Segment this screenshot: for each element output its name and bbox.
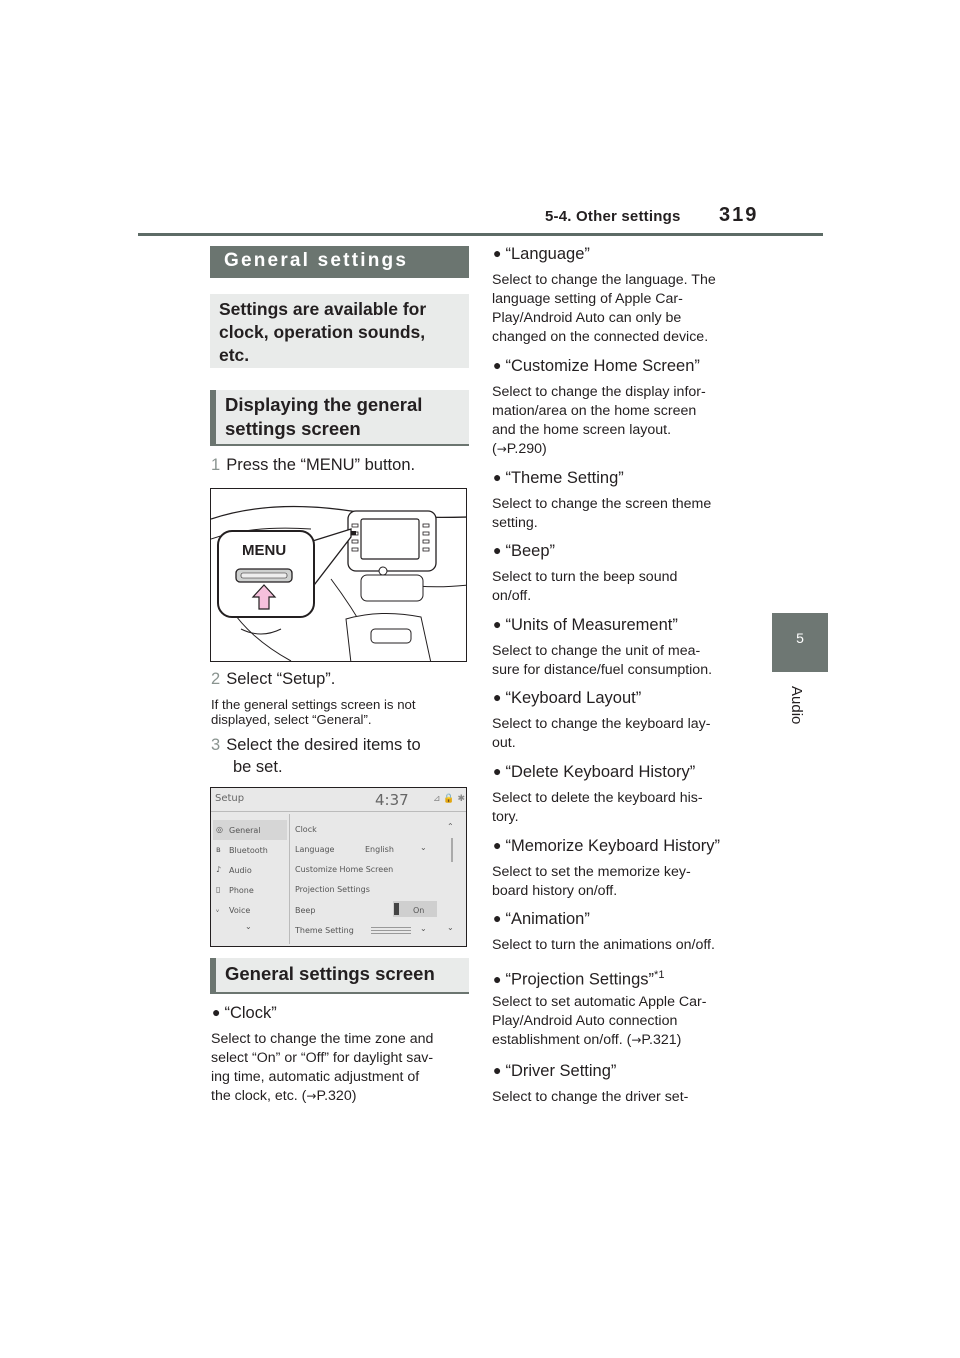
- bullet-icon: ●: [493, 970, 502, 987]
- row-clock[interactable]: Clock: [295, 825, 317, 834]
- item-title: [493, 243, 590, 264]
- step-number: 3: [211, 736, 221, 754]
- item-desc-line: Select to change the language. The: [492, 272, 716, 288]
- item-clock-title: ● “Clock”: [212, 1004, 277, 1022]
- item-title-text: “Language”: [505, 245, 590, 263]
- item-desc: [492, 495, 757, 533]
- bullet-icon: ●: [493, 469, 502, 485]
- page-ref-link[interactable]: P.321): [641, 1032, 682, 1048]
- item-title-text: “Theme Setting”: [505, 469, 624, 487]
- sidebar-icon-phone: ▯: [216, 885, 221, 894]
- bullet-icon: ●: [493, 357, 502, 373]
- item-title: [493, 761, 695, 782]
- header-rule: [138, 233, 823, 236]
- sidebar-item-general[interactable]: General: [229, 826, 261, 835]
- bullet-icon: ●: [493, 837, 502, 853]
- row-beep-value[interactable]: On: [413, 906, 425, 915]
- chevron-down-icon: ⌄: [420, 924, 427, 933]
- sidebar-icon-general: ◎: [216, 825, 223, 834]
- item-desc-line: mation/area on the home screen: [492, 403, 697, 419]
- dashboard-illustration: [211, 489, 467, 662]
- bullet-icon: ●: [493, 1062, 502, 1078]
- item-desc-line: establishment on/off. (→P.321): [492, 1032, 682, 1048]
- row-language-value: English: [365, 845, 394, 854]
- bullet-icon: ●: [212, 1004, 221, 1020]
- item-desc: [492, 863, 757, 901]
- item-title-text: “Delete Keyboard History”: [505, 763, 696, 781]
- toggle-indicator: [394, 903, 399, 915]
- item-desc-line: and the home screen layout.: [492, 422, 672, 438]
- step-number: 1: [211, 456, 221, 474]
- step-text: Press the “MENU” button.: [226, 456, 416, 474]
- item-desc: [492, 1088, 757, 1107]
- sidebar-item-audio[interactable]: Audio: [229, 866, 252, 875]
- item-desc-line: Select to change the screen theme: [492, 496, 712, 512]
- row-beep[interactable]: Beep: [295, 906, 316, 915]
- bullet-icon: ●: [493, 689, 502, 705]
- step-1: [211, 454, 415, 476]
- subheading-display: [210, 390, 469, 446]
- item-desc-line: Select to change the keyboard lay-: [492, 716, 711, 732]
- page-ref-arrow-icon: →: [631, 1033, 642, 1047]
- sidebar-scroll-down-icon[interactable]: ⌄: [245, 922, 252, 931]
- page-ref-link[interactable]: P.320): [316, 1088, 357, 1104]
- scrollbar[interactable]: [451, 838, 453, 862]
- sidebar-icon-voice: ᵥ: [216, 905, 220, 914]
- item-desc: [492, 568, 757, 606]
- item-desc-line: board history on/off.: [492, 883, 618, 899]
- item-title-text: “Keyboard Layout”: [505, 689, 642, 707]
- row-theme[interactable]: Theme Setting: [295, 926, 354, 935]
- item-desc-line: changed on the connected device.: [492, 329, 709, 345]
- item-title-text: “Driver Setting”: [505, 1062, 617, 1080]
- item-title: [493, 540, 555, 561]
- step-text-line2: be set.: [233, 758, 283, 776]
- subheading-display-text: Displaying the general settings screen: [225, 394, 423, 439]
- step-number: 2: [211, 670, 221, 688]
- item-title: [493, 687, 641, 708]
- screen-time: 4:37: [375, 791, 409, 809]
- page-ref-arrow-icon: →: [496, 442, 507, 456]
- item-desc: [492, 271, 757, 347]
- item-title: [493, 835, 720, 856]
- page-number: 319: [719, 204, 759, 226]
- screen-title: Setup: [215, 793, 245, 804]
- bullet-icon: ●: [493, 542, 502, 558]
- setup-screen-figure: [210, 787, 467, 947]
- bullet-icon: ●: [493, 616, 502, 632]
- item-desc-line: on/off.: [492, 588, 532, 604]
- item-title: [493, 908, 590, 929]
- scroll-down-icon[interactable]: ⌄: [447, 923, 454, 932]
- item-title-text: “Projection Settings”: [505, 970, 655, 989]
- section-title: 5-4. Other settings: [545, 208, 681, 225]
- item-desc-line: setting.: [492, 515, 538, 531]
- item-desc-line: (→P.290): [492, 441, 547, 457]
- bullet-icon: ●: [493, 245, 502, 261]
- sidebar-icon-audio: ♪: [216, 865, 222, 874]
- item-title: [493, 355, 700, 376]
- chapter-number: 5: [796, 630, 804, 646]
- section-heading-text: General settings: [224, 250, 409, 271]
- item-title-text: “Units of Measurement”: [505, 616, 678, 634]
- item-desc-line: sure for distance/fuel consumption.: [492, 662, 713, 678]
- item-desc-line: tory.: [492, 809, 519, 825]
- item-title: [493, 467, 624, 488]
- sidebar-item-voice[interactable]: Voice: [229, 906, 251, 915]
- item-title: [493, 965, 664, 990]
- chapter-label: Audio: [788, 686, 805, 725]
- item-desc: [492, 715, 757, 753]
- step-3: [211, 734, 461, 778]
- item-clock-desc: Select to change the time zone and select “On” or “Off” for daylight sav- ing time, automatic adjustment of the clock, etc. (→P.320): [211, 1031, 434, 1104]
- sidebar-item-phone[interactable]: Phone: [229, 886, 254, 895]
- item-desc: [492, 642, 757, 680]
- footnote-marker: *1: [654, 969, 665, 981]
- section-heading: [210, 246, 469, 278]
- subheading-general-screen-text: General settings screen: [225, 963, 435, 984]
- sidebar-item-bluetooth[interactable]: Bluetooth: [229, 846, 268, 855]
- page-ref-link[interactable]: P.290): [506, 441, 547, 457]
- page-ref-arrow-icon: →: [306, 1089, 317, 1103]
- bullet-icon: ●: [493, 910, 502, 926]
- menu-label: MENU: [242, 542, 287, 559]
- intro-text: Settings are available for clock, operation sounds, etc.: [219, 299, 427, 365]
- item-desc-line: Play/Android Auto connection: [492, 1013, 678, 1029]
- step-2-note: If the general settings screen is not displayed, select “General”.: [211, 697, 416, 727]
- item-desc: [492, 383, 757, 459]
- intro-box: [210, 294, 469, 368]
- item-desc-line: Select to turn the animations on/off.: [492, 937, 715, 953]
- item-desc-line: Select to change the unit of mea-: [492, 643, 701, 659]
- item-title-text: “Animation”: [505, 910, 590, 928]
- dashboard-figure: [210, 488, 467, 662]
- item-desc-line: Play/Android Auto can only be: [492, 310, 682, 326]
- item-desc: [492, 993, 757, 1050]
- item-desc-line: Select to turn the beep sound: [492, 569, 678, 585]
- scroll-up-icon[interactable]: ⌃: [447, 822, 454, 831]
- item-desc-line: Select to change the driver set-: [492, 1089, 689, 1105]
- step-text: Select “Setup”.: [226, 670, 336, 688]
- item-desc-line: Select to change the display infor-: [492, 384, 706, 400]
- item-title-text: “Customize Home Screen”: [505, 357, 700, 375]
- item-desc: [492, 789, 757, 827]
- item-desc-line: Select to set the memorize key-: [492, 864, 691, 880]
- item-desc-line: language setting of Apple Car-: [492, 291, 683, 307]
- item-title: [493, 614, 678, 635]
- row-language[interactable]: Language: [295, 845, 335, 854]
- status-icons: ⊿ 🔒 ✱: [433, 794, 466, 804]
- item-title: [493, 1060, 616, 1081]
- row-customize-home[interactable]: Customize Home Screen: [295, 865, 394, 874]
- item-desc-line: Select to set automatic Apple Car-: [492, 994, 707, 1010]
- row-projection[interactable]: Projection Settings: [295, 885, 370, 894]
- item-desc: [492, 936, 757, 955]
- item-desc-line: Select to delete the keyboard his-: [492, 790, 703, 806]
- item-title-text: “Beep”: [505, 542, 555, 560]
- item-title-text: “Memorize Keyboard History”: [505, 837, 721, 855]
- item-desc-line: out.: [492, 735, 516, 751]
- subheading-general-screen: [210, 958, 469, 994]
- sidebar-icon-bluetooth: ʙ: [216, 845, 221, 854]
- chevron-down-icon: ⌄: [420, 843, 427, 852]
- step-2: [211, 668, 335, 690]
- step-text-line1: Select the desired items to: [226, 736, 421, 754]
- bullet-icon: ●: [493, 763, 502, 779]
